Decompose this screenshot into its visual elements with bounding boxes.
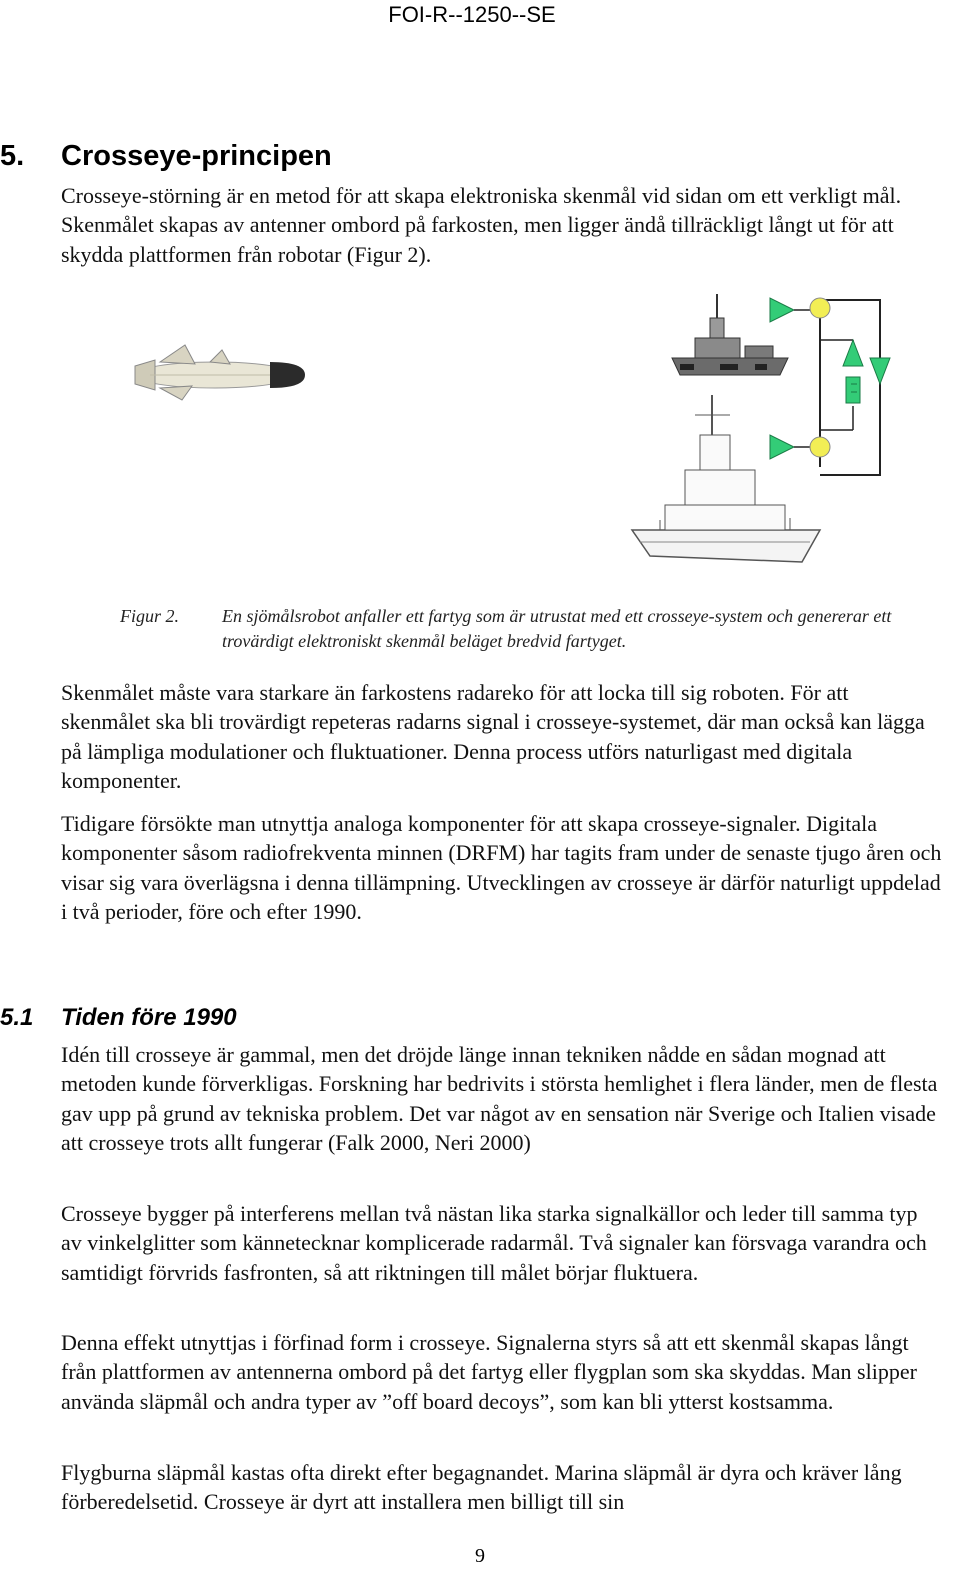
figure-label: Figur 2. bbox=[120, 606, 180, 626]
subsection-title: Tiden före 1990 bbox=[61, 1004, 237, 1031]
figure-crosseye-illustration bbox=[120, 280, 910, 580]
upper-antenna-icon bbox=[770, 298, 794, 322]
page-number: 9 bbox=[475, 1545, 485, 1567]
amplifier-down-icon bbox=[870, 358, 890, 384]
document-id-header: FOI-R--1250--SE bbox=[388, 2, 556, 27]
paragraph: Flygburna släpmål kastas ofta direkt efter begagnandet. Marina släpmål är dyra och kräver lång förberedelsetid. Crosseye är dyrt att installera men billigt till sin bbox=[61, 1460, 902, 1515]
missile-icon bbox=[135, 345, 305, 400]
paragraph: Idén till crosseye är gammal, men det dröjde länge innan tekniken nådde en sådan mognad att metoden kunde förverkligas. Forskning har bedrivits i största hemlighet i flera länder, men de flesta gav upp på grund av tekniska problem. Det var något av en sensation när Sverige och Italien visade att crosseye trots allt fungerar (Falk 2000, Neri 2000) bbox=[61, 1042, 938, 1155]
section-number: 5. bbox=[0, 140, 25, 172]
paragraph: Crosseye bygger på interferens mellan två nästan lika starka signalkällor och leder till samma typ av vinkelglitter som kännetecknar komplicerade radarmål. Två signaler kan försvaga varandra och samtidigt förvrids fasfronten, så att riktningen till målet börjar fluktuera. bbox=[61, 1201, 927, 1285]
paragraph: Tidigare försökte man utnyttja analoga komponenter för att skapa crosseye-signaler. Digitala komponenter såsom radiofrekventa minnen (DRFM) har tagits fram under de senaste tjugo åren och visar sig vara överlägsna i denna tillämpning. Utvecklingen av crosseye är därför naturligt uppdelad i två perioder, före och efter 1990. bbox=[61, 811, 942, 924]
lower-node-icon bbox=[810, 437, 830, 457]
phase-shifter-icon bbox=[846, 377, 860, 403]
intro-paragraph: Crosseye-störning är en metod för att skapa elektroniska skenmål vid sidan om ett verkligt mål. Skenmålet skapas av antenner ombord på farkosten, men ligger ändå tillräckligt långt ut för att skydda plattformen från robotar (Figur 2). bbox=[61, 183, 902, 267]
lower-antenna-icon bbox=[770, 435, 794, 459]
upper-node-icon bbox=[810, 298, 830, 318]
section-title: Crosseye-principen bbox=[61, 140, 332, 172]
lower-ship-icon bbox=[632, 395, 820, 562]
crosseye-circuit-diagram bbox=[770, 298, 890, 475]
paragraph: Denna effekt utnyttjas i förfinad form i crosseye. Signalerna styrs så att ett skenmål skapas långt från plattformen av antennerna ombord på det fartyg eller flygplan som ska skyddas. Man slipper använda släpmål och andra typer av ”off board decoys”, som kan bli ytterst kostsamma. bbox=[61, 1330, 917, 1414]
figure-caption-text: En sjömålsrobot anfaller ett fartyg som är utrustat med ett crosseye-system och genererar ett trovärdigt elektroniskt skenmål beläget bredvid fartyget. bbox=[222, 606, 892, 651]
paragraph: Skenmålet måste vara starkare än farkostens radareko för att locka till sig roboten. För att skenmålet ska bli trovärdigt repeteras radarns signal i crosseye-systemet, där man också kan lägga på lämpliga modulationer och fluktuationer. Denna process utförs naturligast med digitala komponenter. bbox=[61, 680, 925, 793]
amplifier-up-icon bbox=[843, 340, 863, 366]
subsection-number: 5.1 bbox=[0, 1004, 34, 1031]
